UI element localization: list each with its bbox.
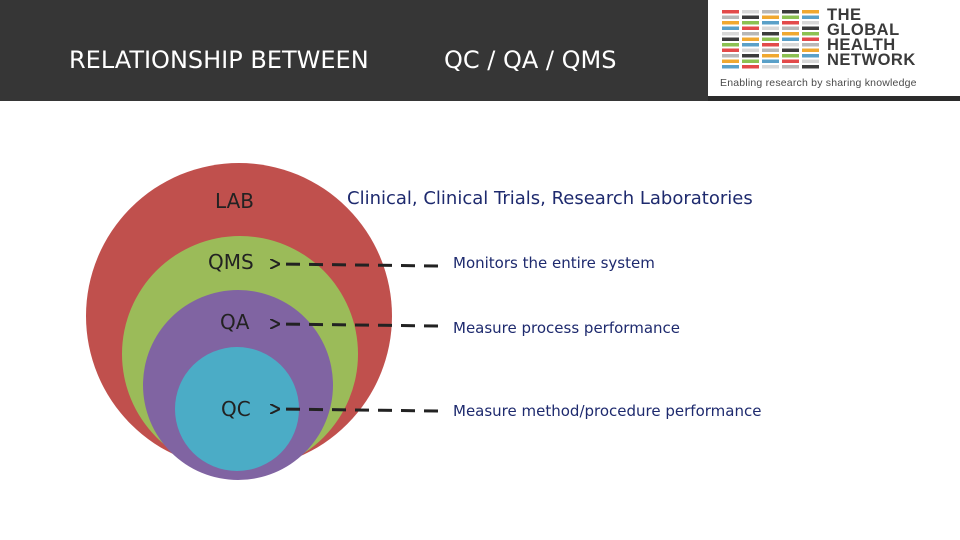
qms-label: QMS: [208, 250, 254, 274]
qa-description: Measure process performance: [453, 319, 680, 337]
lab-description: Clinical, Clinical Trials, Research Laboratories: [347, 188, 753, 209]
qc-description: Measure method/procedure performance: [453, 402, 762, 420]
qa-label: QA: [220, 310, 250, 334]
logo-name: THE GLOBAL HEALTH NETWORK: [827, 6, 916, 69]
qc-label: QC: [221, 397, 251, 421]
slide-title-part-1: RELATIONSHIP BETWEEN: [69, 46, 369, 74]
slide-title-part-2: QC / QA / QMS: [444, 46, 617, 74]
logo-tagline: Enabling research by sharing knowledge: [720, 77, 917, 89]
lab-label: LAB: [215, 189, 255, 213]
qms-description: Monitors the entire system: [453, 254, 655, 272]
